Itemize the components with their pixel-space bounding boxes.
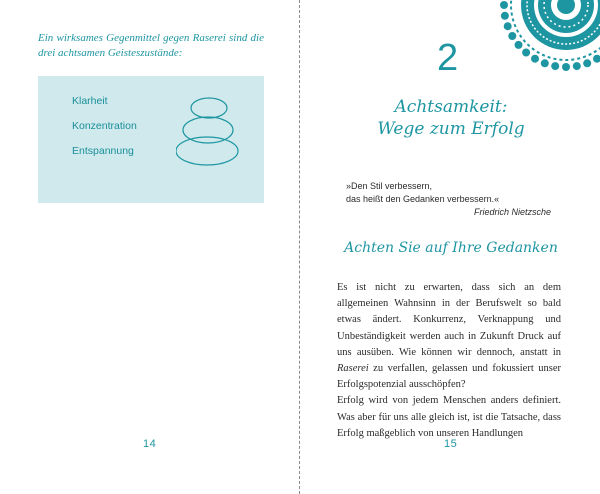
chapter-title-line1: Achtsamkeit:	[394, 97, 508, 117]
states-box	[38, 76, 264, 203]
right-page	[301, 0, 600, 494]
quote-line2: das heißt den Gedanken verbessern.«	[346, 194, 500, 204]
body-paragraph-1: Es ist nicht zu erwarten, dass sich an dem allgemeinen Wahnsinn in der Berufswelt so bald etwas ändert. Konkurrenz, Verknappung und Unbeständigkeit werden auch in Zukunft Druck auf uns ausüben. Wie können wir dennoch, anstatt in Raserei zu verfallen, gelassen und fokussiert unser Erfolgspotenzial ausschöpfen?	[337, 282, 561, 391]
section-heading: Achten Sie auf Ihre Gedanken	[344, 240, 558, 256]
page-number-right: 15	[444, 438, 458, 450]
intro-text: Ein wirksames Gegenmittel gegen Raserei sind die drei achtsamen Geisteszustände:	[38, 32, 264, 59]
states-list	[72, 94, 137, 169]
epigraph-quote	[346, 180, 556, 206]
body-paragraph-2: Erfolg wird von jedem Menschen anders definiert. Was aber für uns alle gleich ist, ist die Tatsache, dass Erfolg maßgeblich von unseren Handlungen	[337, 395, 561, 439]
body-text	[337, 280, 561, 442]
chapter-number: 2	[437, 37, 459, 79]
stacked-stones-icon	[176, 94, 246, 166]
chapter-title-line2: Wege zum Erfolg	[377, 119, 525, 139]
quote-author: Friedrich Nietzsche	[473, 207, 551, 217]
quote-line1: »Den Stil verbessern,	[346, 181, 433, 191]
state-item-clarity: Klarheit	[72, 95, 108, 107]
page-number-left: 14	[143, 438, 157, 450]
state-item-concentration: Konzentration	[72, 120, 137, 132]
left-page	[0, 0, 299, 494]
emphasis-raserei: Raserei	[337, 363, 369, 375]
chapter-title	[341, 96, 561, 140]
mandala-ornament-icon	[491, 0, 600, 80]
book-spine	[299, 0, 300, 494]
state-item-relaxation: Entspannung	[72, 145, 134, 157]
